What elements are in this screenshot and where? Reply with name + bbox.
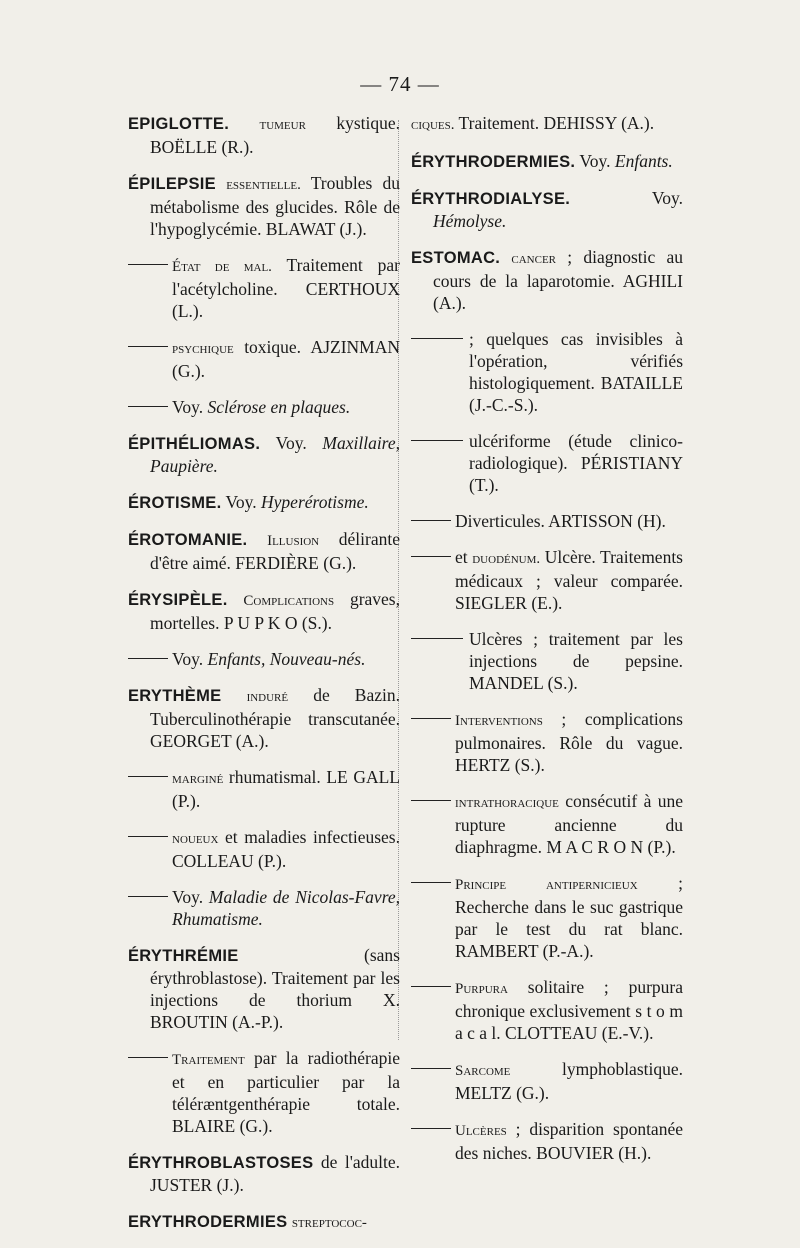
repeat-dash — [128, 776, 168, 777]
headword: EPIGLOTTE. — [128, 115, 230, 133]
index-entry — [128, 491, 400, 514]
entry-qualifier: noueux — [172, 831, 219, 847]
index-entry — [411, 872, 683, 962]
repeat-dash — [128, 896, 168, 897]
repeat-dash — [411, 718, 451, 719]
left-column — [128, 112, 400, 1248]
entry-qualifier: État de mal. — [172, 259, 272, 275]
entry-text: ; disparition spontanée des niches. BOUVIER (H.). — [455, 1119, 683, 1163]
entry-text: Diverticules. ARTISSON (H). — [455, 511, 666, 531]
index-entry — [411, 1058, 683, 1104]
entry-qualifier: Sarcome — [455, 1063, 511, 1079]
repeat-dash — [128, 1057, 168, 1058]
index-entry — [128, 254, 400, 322]
right-column — [411, 112, 683, 1178]
entry-qualifier: duodénum. — [472, 551, 541, 567]
index-entry — [128, 826, 400, 872]
entry-text: kystique. BOËLLE (R.). — [150, 113, 400, 157]
repeat-dash — [411, 1128, 451, 1129]
headword: ÉRYTHRODIALYSE. — [411, 190, 571, 208]
entry-text: (sans érythroblastose). Traitement par les injections de thorium X. BROUTIN (A.-P.). — [150, 945, 400, 1032]
index-entry — [128, 112, 400, 158]
cross-reference: Maladie de Nicolas-Favre, Rhumatisme. — [172, 887, 401, 929]
entry-qualifier: Principe antipernicieux — [455, 877, 638, 893]
headword: ÉROTOMANIE. — [128, 531, 248, 549]
headword: ÉPITHÉLIOMAS. — [128, 435, 261, 453]
entry-text: ; diagnostic au cours de la laparotomie. AGHILI (A.). — [433, 247, 683, 313]
index-entry — [411, 328, 683, 416]
entry-text: Ulcère. Traitements médicaux ; valeur comparée. SIEGLER (E.). — [455, 547, 683, 613]
cross-reference: Enfants, Nouveau-nés. — [207, 649, 366, 669]
entry-qualifier: induré — [246, 689, 289, 705]
entry-text: rhumatismal. LE GALL (P.). — [172, 767, 400, 811]
entry-text: de l'adulte. JUSTER (J.). — [150, 1152, 400, 1195]
repeat-dash — [411, 1068, 451, 1069]
index-entry — [128, 1047, 400, 1137]
index-entry — [128, 172, 400, 240]
entry-qualifier: cancer — [511, 251, 557, 267]
cross-reference: Hémolyse. — [433, 211, 507, 231]
entry-text: Voy. — [172, 397, 208, 417]
entry-text: ; Recherche dans le suc gastrique par le test du rat blanc. RAMBERT (P.-A.). — [455, 873, 683, 961]
entry-text: Voy. — [260, 433, 323, 453]
cross-reference: Hyperérotisme. — [261, 492, 369, 512]
index-entry — [411, 187, 683, 232]
entry-text: Voy. — [221, 492, 262, 512]
index-entry — [128, 684, 400, 752]
index-entry — [128, 588, 400, 634]
entry-qualifier: streptococ- — [291, 1215, 367, 1231]
entry-text: et maladies infectieuses. COLLEAU (P.). — [172, 827, 400, 871]
repeat-dash — [128, 836, 168, 837]
index-entry — [128, 648, 400, 670]
repeat-dash — [411, 882, 451, 883]
entry-qualifier: marginé — [172, 771, 224, 787]
index-entry — [128, 528, 400, 574]
entry-text: Voy. — [570, 188, 683, 208]
repeat-dash — [411, 440, 463, 441]
entry-qualifier: essentielle. — [226, 177, 301, 193]
entry-qualifier: tumeur — [259, 117, 306, 133]
cross-reference: Maxillaire, Paupière. — [150, 433, 400, 476]
entry-text: délirante d'être aimé. FERDIÈRE (G.). — [150, 529, 400, 573]
index-entry — [411, 708, 683, 776]
entry-text: solitaire ; purpura chronique exclusivement s t o m a c a l. CLOTTEAU (E.-V.). — [455, 977, 683, 1043]
headword: ÉRYTHRODERMIES. — [411, 153, 576, 171]
entry-qualifier: ciques. — [411, 117, 455, 133]
entry-text: ; quelques cas invisibles à l'opération, vérifiés histologiquement. BATAILLE (J.-C.-S.). — [469, 329, 683, 415]
entry-text: toxique. AJZINMAN (G.). — [172, 337, 400, 381]
headword: ÉRYTHROBLASTOSES — [128, 1154, 314, 1172]
index-entry — [411, 628, 683, 694]
headword: ERYTHÈME — [128, 687, 222, 705]
entry-qualifier: Purpura — [455, 981, 508, 997]
repeat-dash — [128, 406, 168, 407]
index-entry — [128, 886, 400, 930]
entry-qualifier: psychique — [172, 341, 234, 357]
entry-qualifier: Ulcères — [455, 1123, 507, 1139]
entry-qualifier: intrathoracique — [455, 795, 559, 811]
entry-qualifier: Illusion — [267, 533, 320, 549]
index-entry — [411, 112, 683, 136]
index-entry — [411, 430, 683, 496]
headword: ÉRYTHRÉMIE — [128, 947, 239, 965]
index-entry — [128, 766, 400, 812]
entry-qualifier: Interventions — [455, 713, 543, 729]
entry-qualifier: Traitement — [172, 1052, 245, 1068]
cross-reference: Enfants. — [614, 151, 673, 171]
repeat-dash — [411, 638, 463, 639]
entry-text: de Bazin. Tuberculinothérapie transcutanée. GEORGET (A.). — [150, 685, 401, 751]
entry-qualifier: Complications — [243, 593, 335, 609]
index-entry — [411, 246, 683, 314]
index-entry — [128, 396, 400, 418]
repeat-dash — [411, 338, 463, 339]
repeat-dash — [128, 264, 168, 265]
repeat-dash — [411, 800, 451, 801]
entry-text: ; complications pulmonaires. Rôle du vague. HERTZ (S.). — [455, 709, 683, 775]
headword: ÉROTISME. — [128, 494, 222, 512]
repeat-dash — [128, 346, 168, 347]
entry-text: Traitement par l'acétylcholine. CERTHOUX (L.). — [172, 255, 400, 321]
cross-reference: Sclérose en plaques. — [207, 397, 351, 417]
entry-text: Traitement. DEHISSY (A.). — [454, 113, 655, 133]
index-entry — [411, 546, 683, 614]
index-entry — [411, 1118, 683, 1164]
entry-text: consécutif à une rupture ancienne du diaphragme. M A C R O N (P.). — [455, 791, 683, 857]
index-entry — [128, 336, 400, 382]
entry-text: Voy. — [172, 887, 209, 907]
repeat-dash — [128, 658, 168, 659]
index-entry — [128, 1151, 400, 1196]
entry-text: Ulcères ; traitement par les injections de pepsine. MANDEL (S.). — [469, 629, 683, 693]
index-entry — [128, 944, 400, 1033]
entry-text: graves, mortelles. P U P K O (S.). — [150, 589, 400, 633]
index-entry — [411, 976, 683, 1044]
repeat-dash — [411, 556, 451, 557]
index-entry — [411, 510, 683, 532]
repeat-dash — [411, 986, 451, 987]
repeat-dash — [411, 520, 451, 521]
entry-text: par la radiothérapie et en particulier par la téléræntgenthérapie totale. BLAIRE (G.). — [172, 1048, 400, 1136]
headword: ÉRYSIPÈLE. — [128, 591, 228, 609]
entry-text: Troubles du métabolisme des glucides. Rôle de l'hypoglycémie. BLAWAT (J.). — [150, 173, 400, 239]
page-number: — 74 — — [360, 72, 440, 96]
headword: ERYTHRODERMIES — [128, 1213, 288, 1231]
entry-text: Voy. — [172, 649, 208, 669]
index-entry — [128, 1210, 400, 1234]
entry-text: et — [455, 547, 473, 567]
entry-text: lymphoblastique. MELTZ (G.). — [455, 1059, 683, 1103]
headword: ESTOMAC. — [411, 249, 501, 267]
headword: ÉPILEPSIE — [128, 175, 216, 193]
entry-text: ulcériforme (étude clinico-radiologique). PÉRISTIANY (T.). — [469, 431, 683, 495]
index-entry — [411, 790, 683, 858]
entry-text: Voy. — [575, 151, 615, 171]
index-entry — [128, 432, 400, 477]
index-entry — [411, 150, 683, 173]
